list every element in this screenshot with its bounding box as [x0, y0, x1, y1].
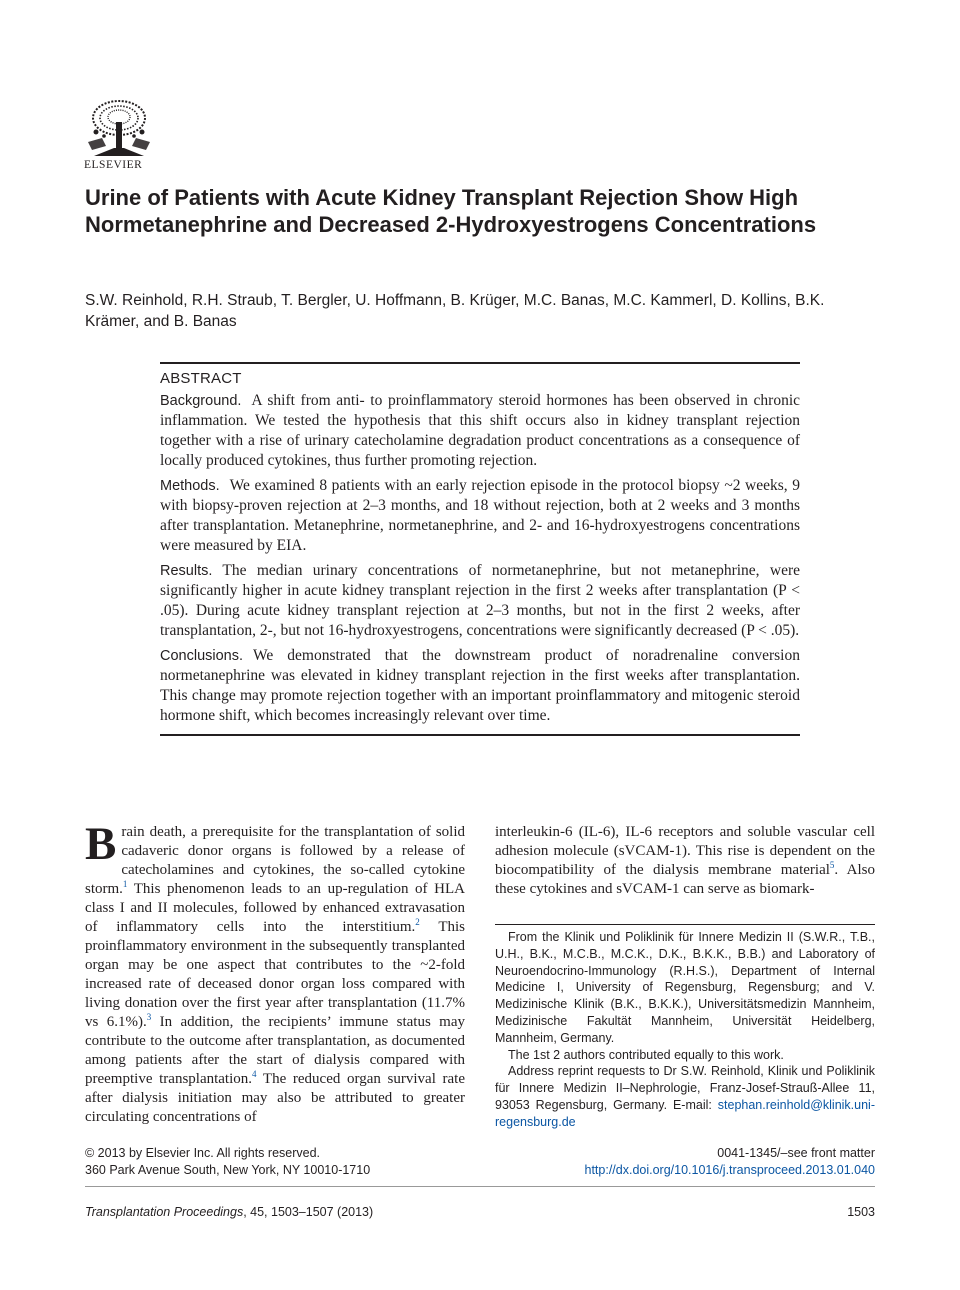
abstract-label: Results. [160, 563, 213, 579]
citation-link[interactable]: 5 [829, 860, 835, 870]
abstract-box [160, 362, 800, 736]
citation-link[interactable]: 3 [146, 1012, 152, 1022]
abstract-methods [160, 476, 800, 556]
copyright: © 2013 by Elsevier Inc. All rights reserved. [85, 1146, 321, 1160]
footer-left [85, 1145, 485, 1179]
body-text: This proinflammatory environment in the subsequently transplanted organ may be one aspect that contributes to the ~2-fold increased rate of deceased donor organ loss compared with living donation over the first year after transplantation (11.7% vs 6.1%). [85, 919, 465, 1030]
journal-name: Transplantation Proceedings [85, 1205, 244, 1219]
abstract-conclusions [160, 646, 800, 726]
author-list: S.W. Reinhold, R.H. Straub, T. Bergler, U. Hoffmann, B. Krüger, M.C. Banas, M.C. Kammerl, D. Kollins, B.K. Krämer, and B. Banas [85, 292, 825, 330]
abstract-text: We examined 8 patients with an early rejection episode in the protocol biopsy ~2 weeks, 9 with biopsy-proven rejection at 2–3 months, and 18 without rejection, both at 2 weeks and 3 months after transplantation. Metanephrine, normetanephrine, and 2- and 16-hydroxyestrogens concentrations were measured by EIA. [160, 477, 800, 554]
citation-link[interactable]: 2 [415, 917, 420, 927]
abstract-heading: ABSTRACT [160, 370, 242, 387]
body-text: In addition, the recipients’ immune status may contribute to the outcome after transplantation, as documented among patients after the start of dialysis compared with preemptive transplantation. [85, 1014, 465, 1087]
abstract-text: A shift from anti- to proinflammatory steroid hormones has been observed in chronic inflammation. We tested the hypothesis that this shift occurs also in kidney transplant rejection together with a rise of urinary catecholamine degradation product concentrations as a consequence of locally produced cytokines, thus further promoting rejection. [160, 392, 800, 469]
reprint-address [495, 1063, 875, 1130]
affiliations-footnote [495, 924, 875, 1131]
publisher-logo [84, 98, 156, 171]
body-column-left [85, 818, 466, 1127]
body-text: The reduced organ survival rate after dialysis initiation may also be attributed to greater circulating concentrations of [85, 1071, 466, 1125]
journal-volume: , 45, 1503–1507 (2013) [243, 1205, 374, 1219]
journal-citation [85, 1205, 373, 1219]
publisher-address: 360 Park Avenue South, New York, NY 10010-1710 [85, 1163, 371, 1177]
intro-paragraph [85, 818, 466, 1127]
body-text: interleukin-6 (IL-6), IL-6 receptors and soluble vascular cell adhesion molecule (sVCAM-1). This rise is dependent on the biocompatibility of the dialysis membrane material [495, 824, 875, 878]
issn: 0041-1345/–see front matter [717, 1146, 875, 1160]
abstract-label: Methods. [160, 478, 220, 494]
body-paragraph [495, 823, 875, 899]
body-column-right [495, 823, 875, 899]
affiliation-text: From the Klinik und Poliklinik für Innere Medizin II (S.W.R., T.B., U.H., B.K., M.C.B., M.C.K., D.K., B.K.K., B.B.) and Laboratory of Neuroendocrino-Immunology (R.H.S.), Department of Internal Medicine I, University of Regensburg, Regensburg; and V. Medizinische Klinik (B.K., B.K.K.), Universitätsmedizin Mannheim, Medizinische Fakultät Mannheim, Universität Heidelberg, Mannheim, Germany. [495, 930, 875, 1045]
abstract-background [160, 391, 800, 471]
citation-link[interactable]: 4 [252, 1069, 257, 1079]
elsevier-tree-icon [84, 98, 154, 158]
abstract-results [160, 561, 800, 641]
email-link[interactable]: stephan.reinhold@klinik.uni-regensburg.de [495, 1097, 875, 1129]
body-text: rain death, a prerequisite for the transplantation of solid cadaveric donor organs is followed by a release of catecholamines and cytokines, the so-called cytokine storm. [85, 824, 465, 897]
drop-cap: B [85, 818, 117, 870]
publisher-name: ELSEVIER [84, 159, 143, 171]
abstract-label: Background. [160, 393, 242, 409]
page-number: 1503 [847, 1205, 875, 1219]
citation-link[interactable]: 1 [122, 879, 128, 889]
equal-contribution-note: The 1st 2 authors contributed equally to this work. [508, 1047, 784, 1062]
doi-link[interactable]: http://dx.doi.org/10.1016/j.transproceed.2013.01.040 [584, 1163, 875, 1177]
body-text: . Also these cytokines and sVCAM-1 can serve as biomark- [495, 862, 875, 897]
reprint-text: Address reprint requests to Dr S.W. Reinhold, Klinik und Poliklinik für Innere Medizin II–Nephrologie, Franz-Josef-Strauß-Allee 11, 93053 Regensburg, Germany. E-mail: [495, 1064, 875, 1112]
abstract-label: Conclusions. [160, 648, 244, 664]
abstract-text: We demonstrated that the downstream product of noradrenaline conversion normetanephrine was elevated in kidney transplant rejection in the first weeks after transplantation. This change may promote rejection together with an important proinflammatory and mitogenic steroid hormone shift, which becomes increasingly relevant over time. [160, 647, 800, 724]
body-text: This phenomenon leads to an up-regulation of HLA class I and II molecules, followed by enhanced extravasation of inflammatory cells into the interstitium. [85, 881, 465, 935]
abstract-text: The median urinary concentrations of normetanephrine, but not metanephrine, were significantly higher in acute kidney transplant rejection in the first 2 weeks after transplantation (P < .05). During acute kidney transplant rejection at 2–3 months, but not in the first 2 weeks, after transplantation, 2-, but not 16-hydroxyestrogens, concentrations were significantly decreased (P < .05). [160, 562, 800, 639]
article-title: Urine of Patients with Acute Kidney Transplant Rejection Show High Normetanephrine and Decreased 2-Hydroxyestrogens Concentrations [85, 185, 817, 237]
footer-right [480, 1145, 875, 1179]
footer-divider [85, 1186, 875, 1187]
